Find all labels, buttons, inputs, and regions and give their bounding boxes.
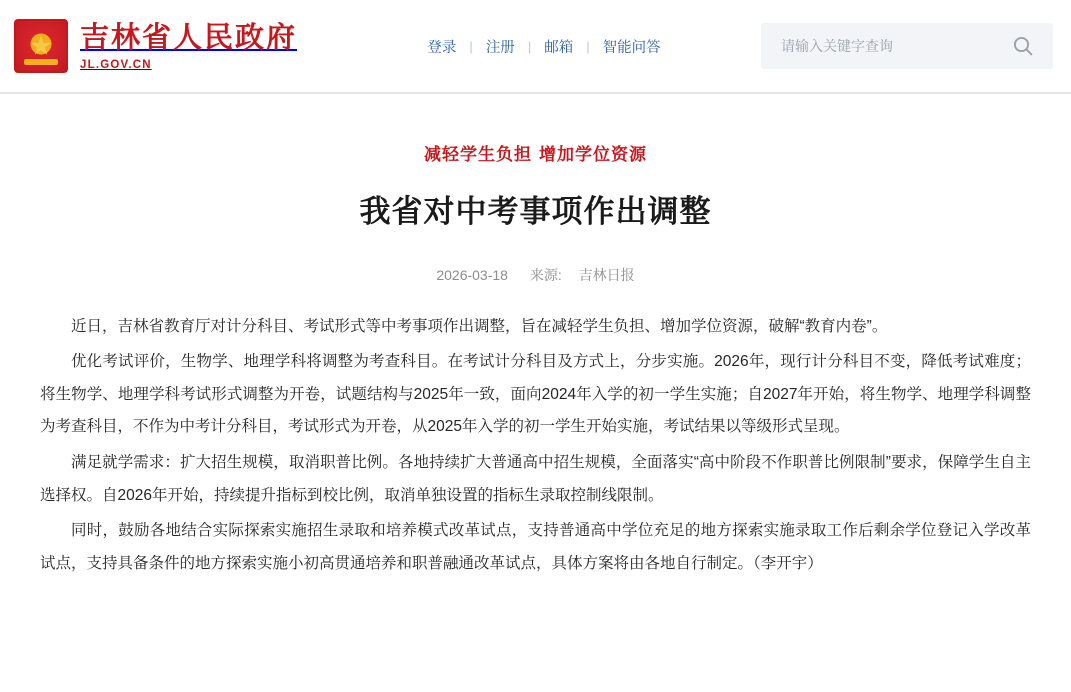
header-nav [327,36,761,57]
article-paragraph: 优化考试评价，生物学、地理学科将调整为考查科目。在考试计分科目及方式上，分步实施。2026年，现行计分科目不变，降低考试难度；将生物学、地理学科考试形式调整为开卷，试题结构与2025年一致，面向2024年入学的初一学生实施；自2027年开始，将生物学、地理学科调整为考查科目，不作为中考计分科目，考试形式为开卷，从2025年入学的初一学生开始实施，考试结果以等级形式呈现。 [40,353,1031,436]
article-paragraph: 满足就学需求：扩大招生规模，取消职普比例。各地持续扩大普通高中招生规模，全面落实“高中阶段不作职普比例限制”要求，保障学生自主选择权。自2026年开始，持续提升指标到校比例，取消单独设置的指标生录取控制线限制。 [40,453,1031,504]
article-date: 2026-03-18 [436,266,508,283]
site-header [0,0,1071,92]
article-meta [34,265,1037,285]
article-paragraph: 近日，吉林省教育厅对计分科目、考试形式等中考事项作出调整，旨在减轻学生负担、增加学位资源，破解“教育内卷”。 [71,317,888,335]
article-paragraph: 同时，鼓励各地结合实际探索实施招生录取和培养模式改革试点，支持普通高中学位充足的地方探索实施录取工作后剩余学位登记入学改革试点，支持具备条件的地方探索实施小初高贯通培养和职普融通改革试点，具体方案将由各地自行制定。（李开宇） [40,522,1031,572]
article-source: 吉林日报 [578,266,635,283]
nav-item-mail[interactable]: 邮箱 [544,39,574,56]
article-body [34,311,1037,580]
nav-item-register[interactable]: 注册 [485,39,515,56]
nav-divider: | [586,38,590,54]
nav-divider: | [527,38,532,54]
nav-divider: | [469,38,473,54]
brand-domain: JL.GOV.CN [80,58,152,71]
nav-item-smart-qa[interactable]: 智能问答 [602,39,661,56]
article-subtitle: 减轻学生负担 增加学位资源 [424,145,647,165]
nav-item-login[interactable]: 登录 [427,39,457,56]
search-box[interactable] [761,23,1053,69]
article [0,92,1071,580]
site-logo-link[interactable] [14,19,297,73]
search-icon[interactable] [1003,26,1043,66]
national-emblem-icon [14,19,68,73]
article-source-label: 来源: [529,266,562,283]
header-divider [0,92,1071,94]
search-input[interactable] [779,37,1003,55]
brand-text [80,21,297,70]
brand-name: 吉林省人民政府 [80,20,298,55]
page-title: 我省对中考事项作出调整 [359,193,712,230]
